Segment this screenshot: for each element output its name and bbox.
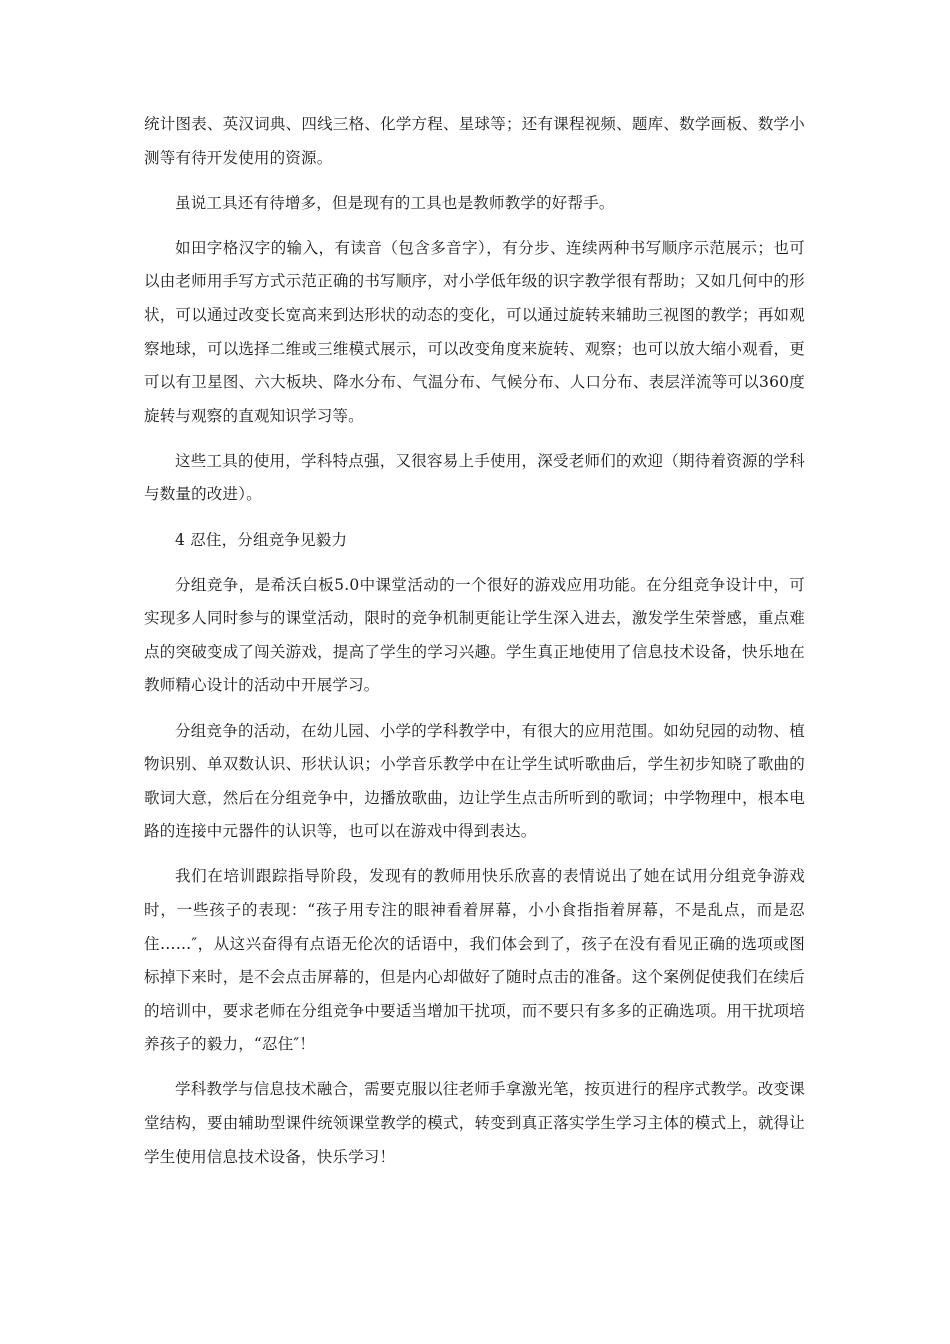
document-body [144,108,805,1186]
paragraph-tools-welcome: 这些工具的使用，学科特点强，又很容易上手使用，深受老师们的欢迎（期待着资源的学科与数量的改进）。 [144,451,805,504]
paragraph-group-competition: 分组竞争，是希沃白板5.0中课堂活动的一个很好的游戏应用功能。在分组竞争设计中，可实现多人同时参与的课堂活动，限时的竞争机制更能让学生深入进去，激发学生荣誉感，重点难点的突破变成了闯关游戏，提高了学生的学习兴趣。学生真正地使用了信息技术设备，快乐地在教师精心设计的活动中开展学习。 [144,575,805,695]
paragraph-training-case: 我们在培训跟踪指导阶段，发现有的教师用快乐欣喜的表情说出了她在试用分组竞争游戏时，一些孩子的表现：“孩子用专注的眼神看着屏幕，小小食指指着屏幕，不是乱点，而是忍住……″，从这兴奋得有点语无伦次的话语中，我们体会到了，孩子在没有看见正确的选项或图标掉下来时，是不会点击屏幕的，但是内心却做好了随时点击的准备。这个案例促使我们在续后的培训中，要求老师在分组竞争中要适当增加干扰项，而不要只有多多的正确选项。用干扰项培养孩子的毅力，“忍住″！ [144,867,805,1054]
paragraph-resources: 统计图表、英汉词典、四线三格、化学方程、星球等；还有课程视频、题库、数学画板、数学小测等有待开发使用的资源。 [144,115,805,167]
paragraph-competition-scope: 分组竞争的活动，在幼儿园、小学的学科教学中，有很大的应用范围。如幼兒园的动物、植物识别、单双数认识、形状认识；小学音乐教学中在让学生试听歌曲后，学生初步知晓了歌曲的歌词大意，然后在分组竞争中，边播放歌曲，边让学生点击所听到的歌词；中学物理中，根本电路的连接中元器件的认识等，也可以在游戏中得到表达。 [144,721,805,841]
paragraph-tools-helper: 虽说工具还有待增多，但是现有的工具也是教师教学的好帮手。 [175,193,615,212]
section-heading: 4 忍住，分组竞争见毅力 [175,530,348,549]
paragraph-tool-examples: 如田字格汉字的输入，有读音（包含多音字），有分步、连续两种书写顺序示范展示；也可以由老师用手写方式示范正确的书写顺序，对小学低年级的识字教学很有帮助；又如几何中的形状，可以通过改变长宽高来到达形状的动态的变化，可以通过旋转来辅助三视图的教学；再如观察地球，可以选择二维或三维模式展示，可以改变角度来旋转、观察；也可以放大缩小观看，更可以有卫星图、六大板块、降水分布、气温分布、气候分布、人口分布、表层洋流等可以360度旋转与观察的直观知识学习等。 [144,238,805,425]
paragraph-conclusion: 学科教学与信息技术融合，需要克服以往老师手拿激光笔，按页进行的程序式教学。改变课堂结构，要由辅助型课件统领课堂教学的模式，转变到真正落实学生学习主体的模式上，就得让学生使用信息技术设备，快乐学习！ [144,1080,805,1166]
